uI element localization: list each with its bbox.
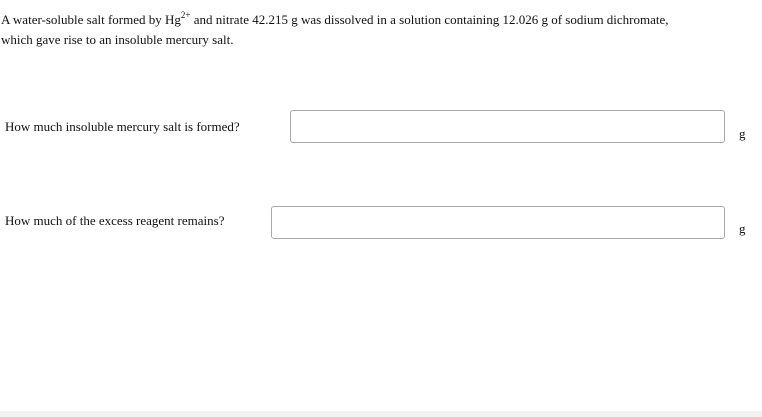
problem-statement <box>1 10 701 50</box>
question-2-answer-input[interactable] <box>271 206 725 239</box>
problem-text-after: and nitrate 42.215 g was dissolved in a solution containing 12.026 g of sodium dichromate, which gave rise to an insoluble mercury salt. <box>1 12 669 47</box>
question-1-unit: g <box>739 126 746 141</box>
question-1-answer-input[interactable] <box>290 110 725 143</box>
question-1-label: How much insoluble mercury salt is formed? <box>5 119 240 134</box>
question-2-label: How much of the excess reagent remains? <box>5 213 225 228</box>
footer-strip <box>0 411 762 417</box>
problem-text-before: A water-soluble salt formed by Hg <box>1 12 181 27</box>
mercury-ion-charge: 2+ <box>180 10 191 20</box>
question-2-unit: g <box>739 221 746 236</box>
